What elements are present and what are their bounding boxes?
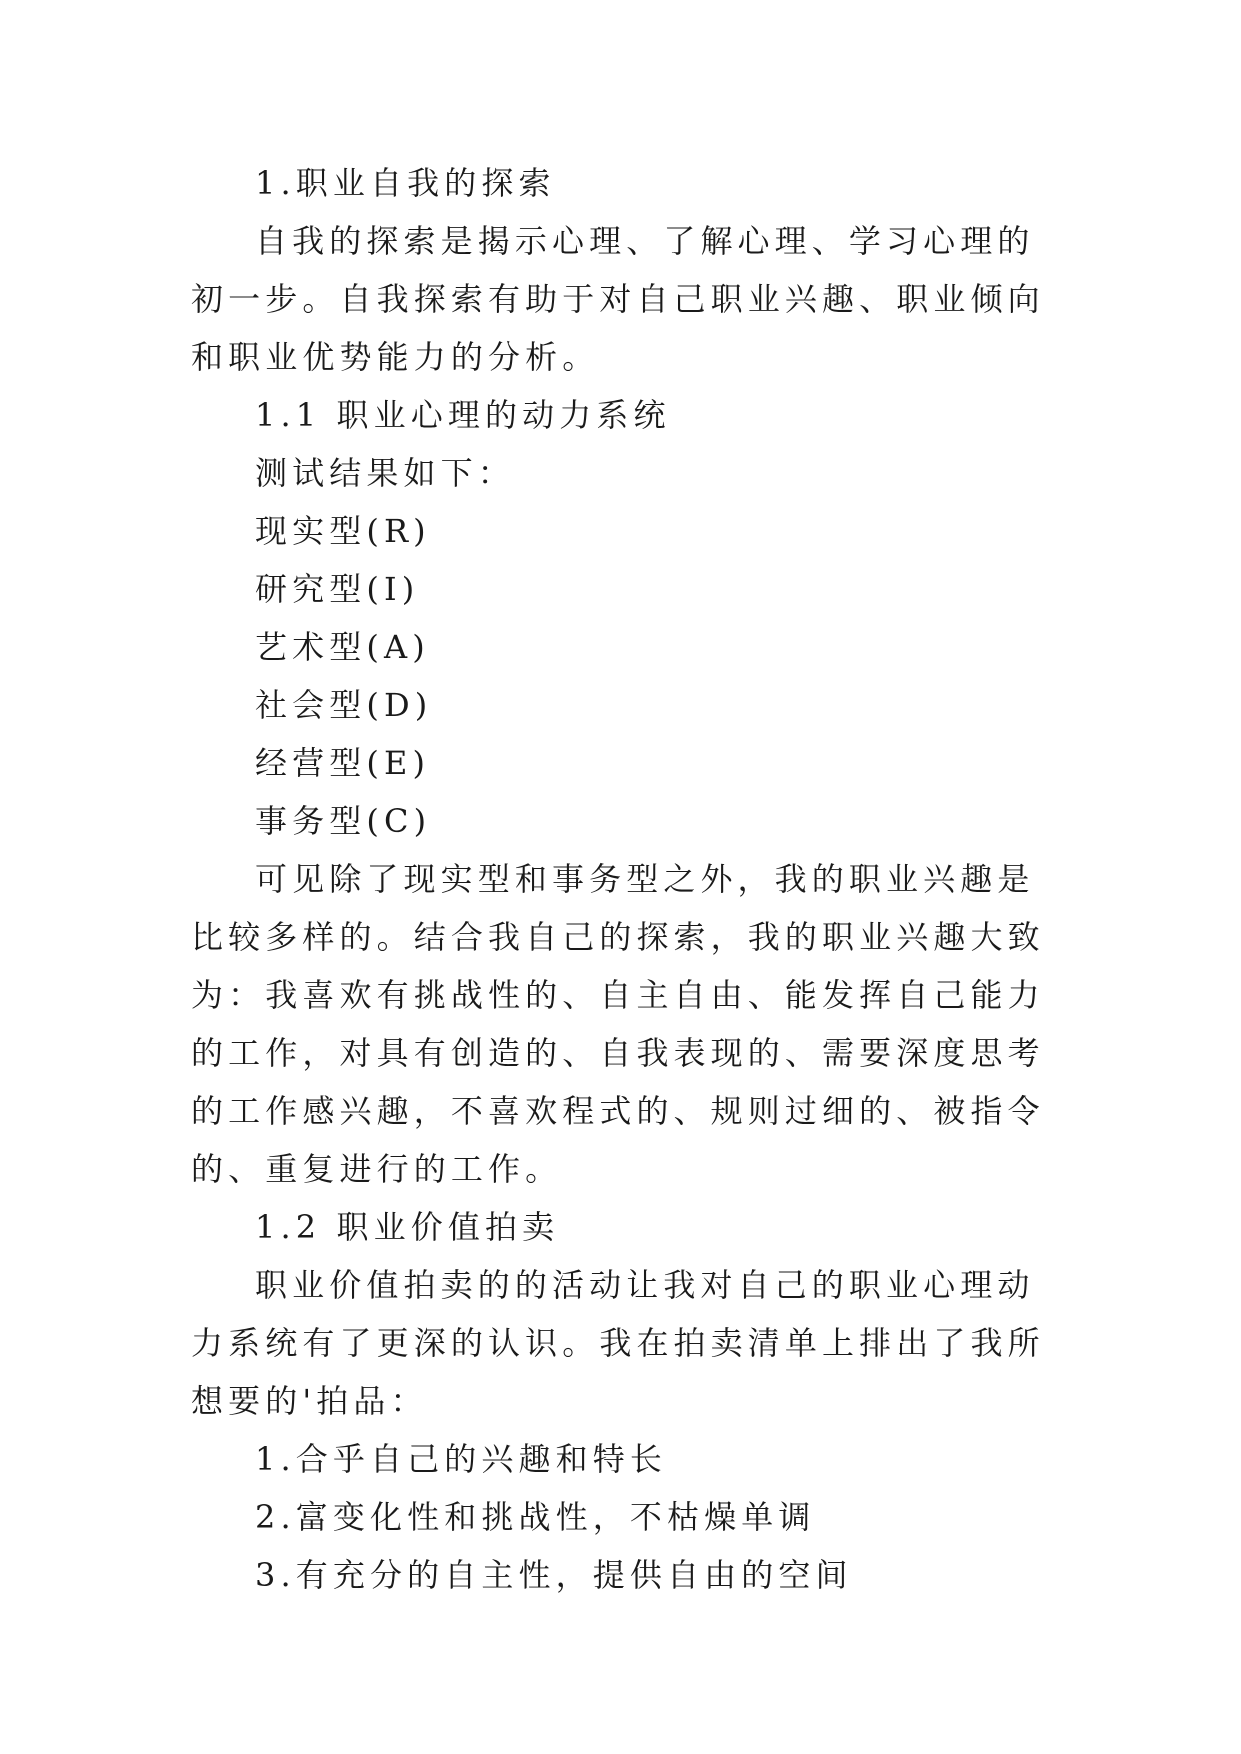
test-intro: 测试结果如下： (255, 454, 515, 492)
list-item: 3.有充分的自主性，提供自由的空间 (255, 1556, 853, 1594)
section-heading: 1.职业自我的探索 (255, 164, 556, 202)
document-body (191, 154, 1061, 1604)
type-item-investigative: 研究型(I) (255, 570, 420, 608)
subsection-heading: 1.2 职业价值拍卖 (255, 1208, 560, 1246)
type-item-enterprising: 经营型(E) (255, 744, 431, 782)
list-item: 2.富变化性和挑战性，不枯燥单调 (255, 1498, 816, 1536)
type-item-social: 社会型(D) (255, 686, 433, 724)
subsection-heading: 1.1 职业心理的动力系统 (255, 396, 671, 434)
paragraph: 职业价值拍卖的的活动让我对自己的职业心理动力系统有了更深的认识。我在拍卖清单上排出了我所想要的'拍品： (191, 1266, 1045, 1420)
paragraph: 自我的探索是揭示心理、了解心理、学习心理的初一步。自我探索有助于对自己职业兴趣、职业倾向和职业优势能力的分析。 (191, 222, 1045, 376)
type-item-conventional: 事务型(C) (255, 802, 432, 840)
type-item-artistic: 艺术型(A) (255, 628, 430, 666)
list-item: 1.合乎自己的兴趣和特长 (255, 1440, 667, 1478)
paragraph: 可见除了现实型和事务型之外，我的职业兴趣是比较多样的。结合我自己的探索，我的职业兴趣大致为：我喜欢有挑战性的、自主自由、能发挥自己能力的工作，对具有创造的、自我表现的、需要深度思考的工作感兴趣，不喜欢程式的、规则过细的、被指令的、重复进行的工作。 (191, 860, 1045, 1188)
type-item-realistic: 现实型(R) (255, 512, 431, 550)
